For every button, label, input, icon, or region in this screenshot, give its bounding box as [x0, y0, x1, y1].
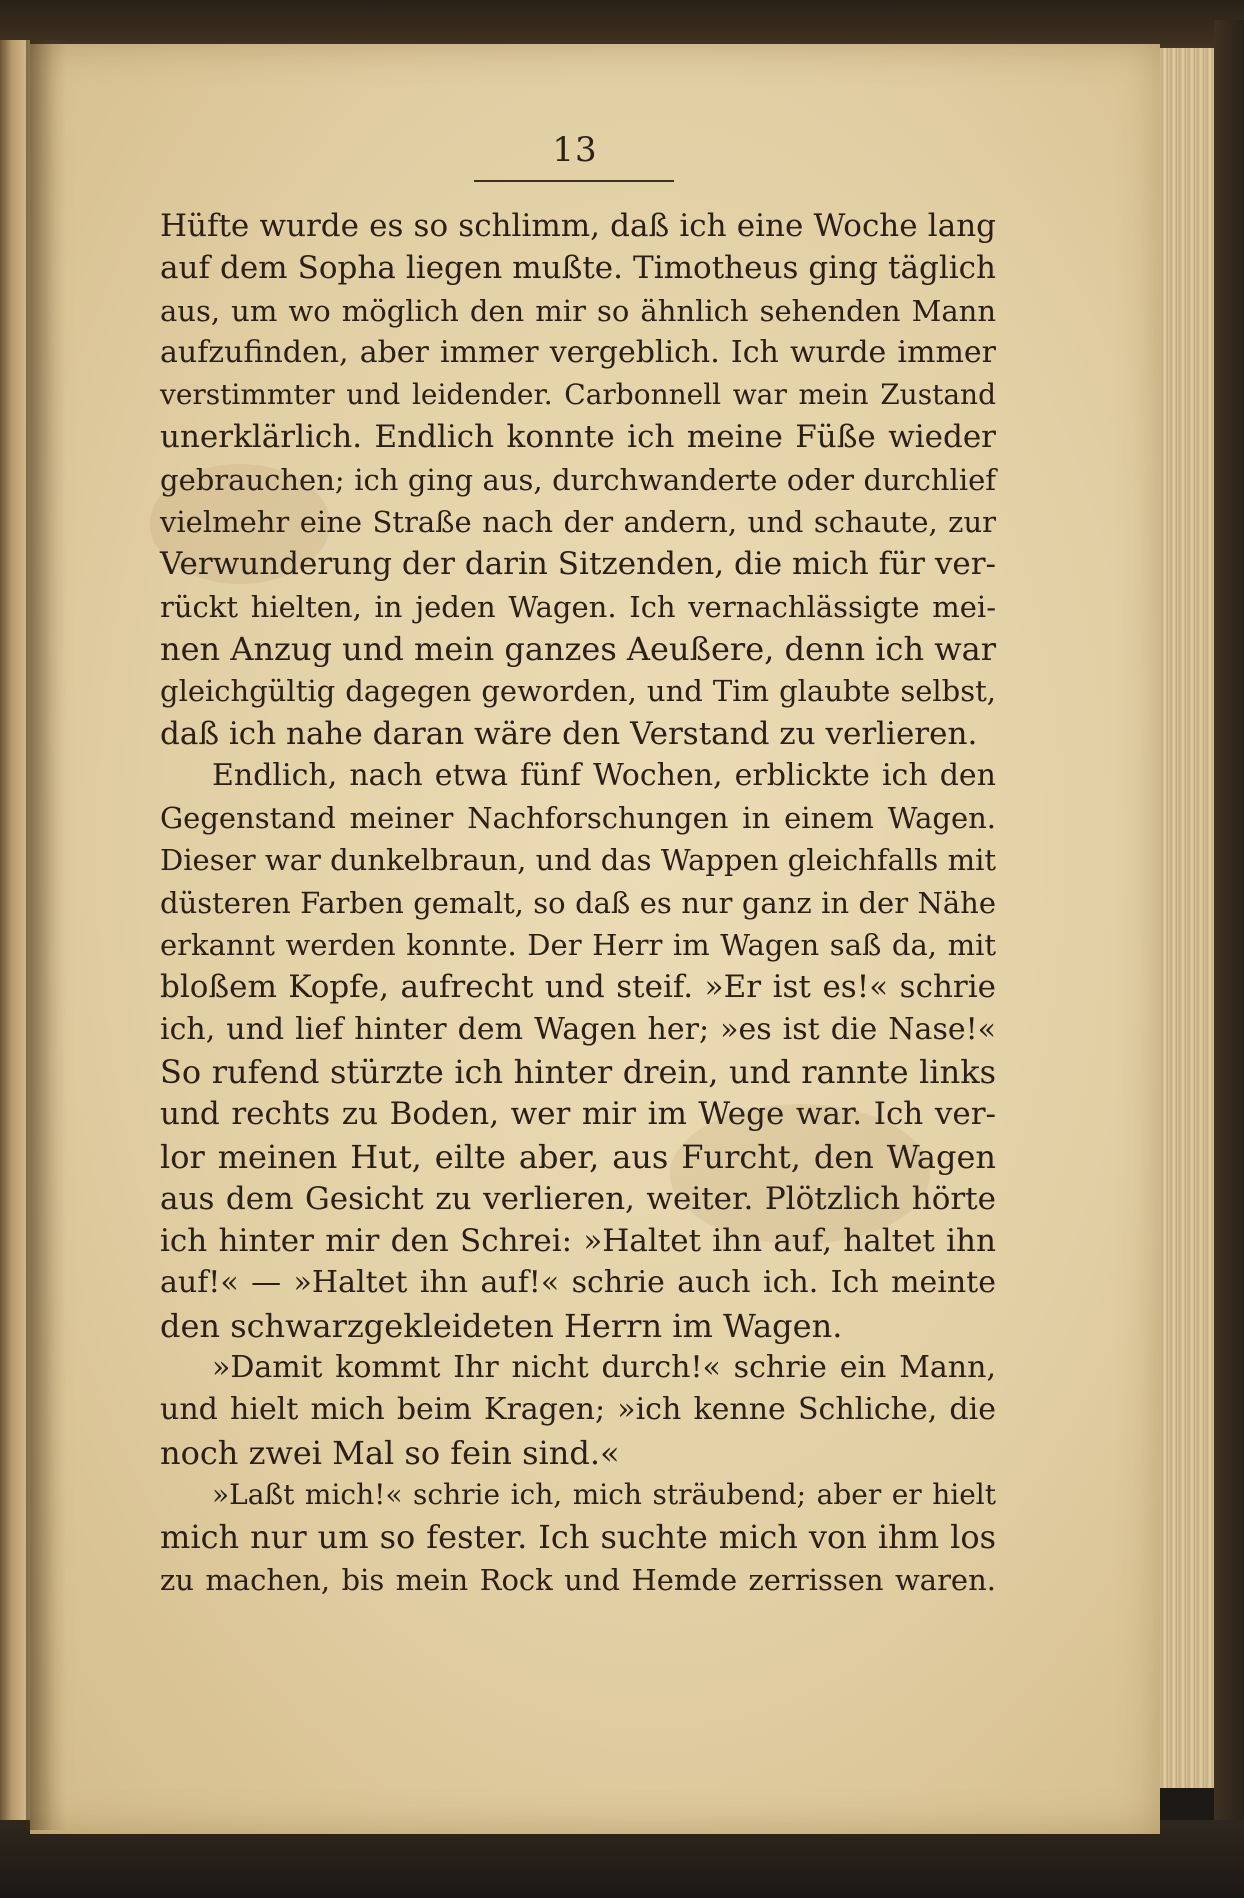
text-line: Endlich, nach etwa fünf Wochen, erblickte ich den	[212, 757, 996, 793]
text-line: rückt hielten, in jeden Wagen. Ich vernachlässigte mei-	[160, 589, 996, 624]
text-line: unerklärlich. Endlich konnte ich meine Füße wieder	[160, 419, 996, 456]
text-line: den schwarzgekleideten Herrn im Wagen.	[160, 1306, 843, 1345]
text-line: aus dem Gesicht zu verlieren, weiter. Plötzlich hörte	[160, 1180, 996, 1217]
text-line: ich, und lief hinter dem Wagen her; »es ist die Nase!«	[160, 1011, 996, 1047]
text-line: mich nur um so fester. Ich suchte mich von ihm los	[160, 1518, 996, 1557]
page-number: 13	[552, 130, 598, 170]
text-line: aus, um wo möglich den mir so ähnlich sehenden Mann	[160, 293, 996, 328]
text-line: Dieser war dunkelbraun, und das Wappen gleichfalls mit	[160, 843, 996, 878]
text-line: und rechts zu Boden, wer mir im Wege war. Ich ver-	[160, 1096, 996, 1133]
text-line: vielmehr eine Straße nach der andern, und schaute, zur	[160, 505, 996, 540]
body-text	[160, 205, 996, 1601]
text-line: daß ich nahe daran wäre den Verstand zu verlieren.	[160, 715, 978, 752]
text-line: lor meinen Hut, eilte aber, aus Furcht, den Wagen	[160, 1137, 996, 1176]
text-line: auf dem Sopha liegen mußte. Timotheus ging täglich	[160, 250, 996, 287]
text-line: ich hinter mir den Schrei: »Haltet ihn auf, haltet ihn	[160, 1223, 996, 1260]
text-line: und hielt mich beim Kragen; »ich kenne Schliche, die	[160, 1392, 996, 1428]
text-line: auf!« — »Haltet ihn auf!« schrie auch ich. Ich meinte	[160, 1265, 996, 1301]
text-line: bloßem Kopfe, aufrecht und steif. »Er ist es!« schrie	[160, 969, 996, 1006]
header-rule	[474, 180, 674, 182]
text-line: Gegenstand meiner Nachforschungen in einem Wagen.	[160, 801, 996, 836]
text-line: erkannt werden konnte. Der Herr im Wagen saß da, mit	[160, 928, 996, 963]
text-line: nen Anzug und mein ganzes Aeußere, denn ich war	[160, 629, 996, 668]
book-cover-right	[1214, 20, 1244, 1820]
text-line: düsteren Farben gemalt, so daß es nur ganz in der Nähe	[160, 885, 996, 920]
gutter-shadow	[26, 40, 66, 1830]
text-line: »Laßt mich!« schrie ich, mich sträubend; aber er hielt	[212, 1477, 996, 1511]
text-line: zu machen, bis mein Rock und Hemde zerrissen waren.	[160, 1562, 996, 1597]
text-line: Hüfte wurde es so schlimm, daß ich eine Woche lang	[160, 208, 996, 244]
text-line: »Damit kommt Ihr nicht durch!« schrie ein Mann,	[212, 1350, 996, 1386]
text-line: gebrauchen; ich ging aus, durchwanderte oder durchlief	[160, 462, 996, 497]
text-line: verstimmter und leidender. Carbonnell war mein Zustand	[160, 378, 996, 412]
text-line: noch zwei Mal so fein sind.«	[160, 1433, 620, 1472]
text-line: aufzufinden, aber immer vergeblich. Ich wurde immer	[160, 334, 996, 370]
text-line: So rufend stürzte ich hinter drein, und rannte links	[160, 1052, 996, 1091]
text-line: gleichgültig dagegen geworden, und Tim glaubte selbst,	[160, 674, 996, 709]
text-line: Verwunderung der darin Sitzenden, die mich für ver-	[160, 546, 996, 583]
